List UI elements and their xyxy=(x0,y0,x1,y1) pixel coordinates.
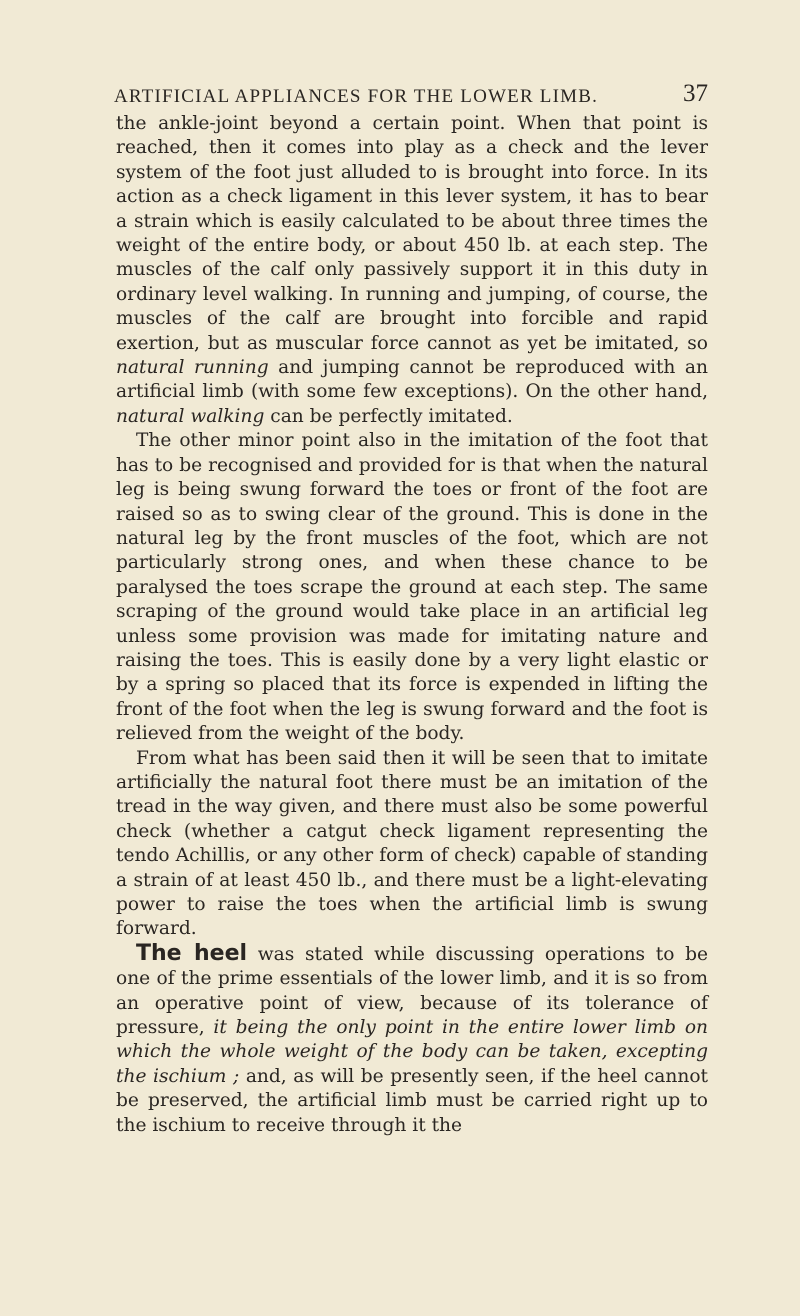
paragraph-1-text-b: and jumping cannot be reproduced with an artificial limb (with some few exceptions). On the other hand, xyxy=(116,357,708,403)
page-number: 37 xyxy=(683,80,708,107)
paragraph-1-emphasis-2: natural walking xyxy=(116,405,265,427)
paragraph-1-text-a: the ankle-joint beyond a certain point. When that point is reached, then it comes into play as a check and the lever system of the foot just alluded to is brought into force. In its action as a check ligament in this lever system, it has to bear a strain which is easily calculated to be about three times the weight of the entire body, or about 450 lb. at each step. The muscles of the calf only passively support it in this duty in ordinary level walking. In running and jumping, of course, the muscles of the calf are brought into forcible and rapid exertion, but as muscular force cannot as yet be imitated, so xyxy=(116,113,708,354)
paragraph-4-emphasis: it being the only point in the entire lower limb on which the whole weight of the body can be taken, excepting the ischium ; xyxy=(116,1017,708,1087)
paragraph-4-text-b: and, as will be presently seen, if the heel cannot be preserved, the artificial limb must be carried right up to the ischium to receive through it the xyxy=(116,1065,709,1136)
paragraph-1 xyxy=(116,112,708,429)
paragraph-3: From what has been said then it will be seen that to imitate artificially the natural foot there must be an imitation of the tread in the way given, and there must also be some powerful check (whether a catgut check ligament representing the tendo Achillis, or any other form of check) capable of standing a strain of at least 450 lb., and there must be a light-elevating power to raise the toes when the artificial limb is swung forward. xyxy=(116,747,708,940)
paragraph-4-lead: The heel xyxy=(136,940,248,966)
paragraph-4-text-a: was stated while discussing operations to be one of the prime essentials of the lower limb, and it is so from an operative point of view, because of its tolerance of pressure, xyxy=(116,943,709,1039)
body-text xyxy=(116,112,708,1138)
paragraph-1-emphasis-1: natural running xyxy=(116,357,269,379)
paragraph-2: The other minor point also in the imitation of the foot that has to be recognised and provided for is that when the natural leg is being swung forward the toes or front of the foot are raised so as to swing clear of the ground. This is done in the natural leg by the front muscles of the foot, which are not particularly strong ones, and when these chance to be paralysed the toes scrape the ground at each step. The same scraping of the ground would take place in an artificial leg unless some provision was made for imitating nature and raising the toes. This is easily done by a very light elastic or by a spring so placed that its force is expended in lifting the front of the foot when the leg is swung forward and the foot is relieved from the weight of the body. xyxy=(116,430,708,745)
paragraph-4 xyxy=(116,942,708,1138)
running-head: ARTIFICIAL APPLIANCES FOR THE LOWER LIMB. xyxy=(114,86,599,107)
paragraph-1-text-c: can be perfectly imitated. xyxy=(264,405,513,427)
